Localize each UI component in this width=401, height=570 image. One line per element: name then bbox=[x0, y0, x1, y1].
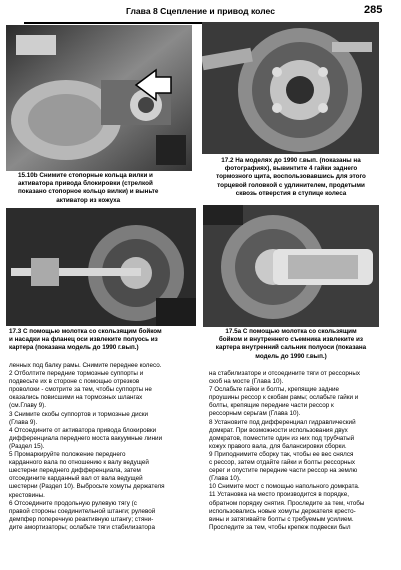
text-line: дифференциала переднего моста вакуумные линии bbox=[9, 434, 163, 442]
text-line: вины и затягивайте болты с требуемым усилием. bbox=[209, 515, 354, 523]
caption-line: модель до 1990 г.вып.) bbox=[255, 352, 327, 360]
text-line: 2 Отболтите передние тормозные суппорты и bbox=[9, 370, 144, 378]
photo-axle-removal-hammer bbox=[6, 208, 196, 326]
caption-line: картера (показана модель до 1990 г.вып.) bbox=[9, 344, 139, 352]
caption-line: 17.5a С помощью молотка со скользящим bbox=[225, 328, 357, 335]
text-line: правой стороны соединительной штанги; рулевой bbox=[9, 507, 156, 515]
text-line: крестовины. bbox=[9, 491, 45, 499]
text-line: обратном порядку снятия. Проследите за тем, чтобы bbox=[209, 499, 365, 507]
photo-inner-seal-puller bbox=[203, 205, 379, 327]
caption-line: 17.2 На моделях до 1990 г.вып. (показаны на bbox=[221, 157, 361, 164]
right-text-column bbox=[209, 370, 384, 532]
caption-line: 15.10b Снимите стопорные кольца вилки и bbox=[18, 172, 153, 179]
photo-fork-actuator bbox=[6, 25, 192, 171]
text-line: (Глава 10). bbox=[209, 475, 241, 483]
text-line: 5 Промаркируйте положение переднего bbox=[9, 451, 126, 459]
text-line: 7 Ослабьте гайки и болты, крепящие задние bbox=[209, 386, 340, 394]
caption-line: фотографиях), вывинтите 4 гайки заднего bbox=[224, 165, 358, 173]
text-line: использовались новые хомуты держателя кресто- bbox=[209, 507, 356, 515]
text-line: Проследите за тем, чтобы крепеж подвески был bbox=[209, 523, 351, 531]
text-line: с рессор, затем отдайте гайки и болты рессорных bbox=[209, 459, 356, 467]
left-text-column bbox=[9, 362, 194, 532]
page-number: 285 bbox=[364, 4, 383, 16]
caption-line: показано стопорное кольцо вилки) и выньте bbox=[18, 188, 159, 196]
caption-15-10b bbox=[18, 172, 158, 205]
caption-line: торцевой головкой с удлинителем, продетыми bbox=[217, 181, 365, 189]
text-line: скоб на мосте (Глава 10). bbox=[209, 378, 284, 386]
text-line: домкрат. При возможности использования двух bbox=[209, 426, 348, 434]
text-line: 6 Отсоедините продольную рулевую тягу (с bbox=[9, 499, 137, 507]
text-line: домкратов, поместите один из них под трубчатый bbox=[209, 434, 355, 442]
caption-line: бойком и внутреннего съемника извлеките из bbox=[218, 336, 364, 344]
text-line: на стабилизаторе и отсоедините тяги от рессорных bbox=[209, 370, 360, 377]
text-line: 3 Снимите скобы суппортов и тормозные диски bbox=[9, 410, 149, 418]
text-line: кожух правого вала, для балансировки сборки. bbox=[209, 442, 347, 450]
caption-line: активатора привода блокировки (стрелкой bbox=[18, 180, 153, 188]
text-line: оказались повисшими на тормозных шлангах bbox=[9, 394, 143, 402]
caption-17-3 bbox=[9, 328, 162, 353]
text-line: рессорным серьгам (Глава 10). bbox=[209, 410, 301, 418]
text-line: ленных под балку рамы. Снимите переднее колесо. bbox=[9, 362, 162, 369]
caption-line: 17.3 С помощью молотка со скользящим бойком bbox=[9, 328, 162, 335]
caption-line: активатор из кожуха bbox=[56, 196, 121, 204]
text-line: 8 Установите под дифференциал гидравлический bbox=[209, 418, 356, 426]
caption-line: сквозь отверстия в ступице колеса bbox=[235, 189, 347, 197]
text-line: 10 Снимите мост с помощью напольного домкрата. bbox=[209, 483, 360, 491]
caption-line: картера внутренний сальник полуоси (показана bbox=[215, 344, 367, 352]
text-line: 4 Отсоедините от активатора привода блокировки bbox=[9, 426, 157, 434]
caption-line: и насадки на фланец оси извлеките полуось из bbox=[9, 336, 158, 344]
text-line: 9 Приподнимите сборку так, чтобы ее вес снялся bbox=[209, 450, 354, 458]
text-line: шестерни (Раздел 10). Выбросьте хомуты держателя bbox=[9, 483, 165, 491]
chapter-title: Глава 8 Сцепление и привод колес bbox=[126, 6, 275, 16]
text-line: подвесьте их в стороне с помощью отрезков bbox=[9, 378, 140, 386]
caption-17-2 bbox=[208, 157, 374, 198]
text-line: проволоки - смотрите за тем, чтобы суппорты не bbox=[9, 386, 152, 394]
text-line: шестерни переднего дифференциала, затем bbox=[9, 467, 141, 475]
text-line: (Глава 9). bbox=[9, 418, 38, 426]
text-line: проушины рессор к скобам рамы; ослабьте гайки и bbox=[209, 394, 359, 402]
text-line: дите амортизаторы; ослабьте тяги стабилизатора bbox=[9, 523, 155, 531]
text-line: отсоедините карданный вал от вала ведущей bbox=[9, 475, 143, 483]
text-line: карданного вала по отношению к валу ведущей bbox=[9, 459, 149, 467]
text-line: демпфер поперечную реактивную штангу; стяни- bbox=[9, 515, 154, 523]
text-line: болты, крепящие передние части рессор к bbox=[209, 402, 334, 410]
text-line: серег и опустите передние части рессор на землю bbox=[209, 467, 358, 475]
text-line: (см.Главу 9). bbox=[9, 402, 47, 410]
caption-17-5a bbox=[206, 328, 376, 361]
text-line: (Раздел 15). bbox=[9, 442, 45, 450]
text-line: 11 Установка на место производится в порядке, bbox=[209, 491, 349, 499]
caption-line: тормозного щита, воспользовавшись для этого bbox=[216, 173, 366, 181]
photo-brake-backplate-nuts bbox=[202, 22, 379, 154]
